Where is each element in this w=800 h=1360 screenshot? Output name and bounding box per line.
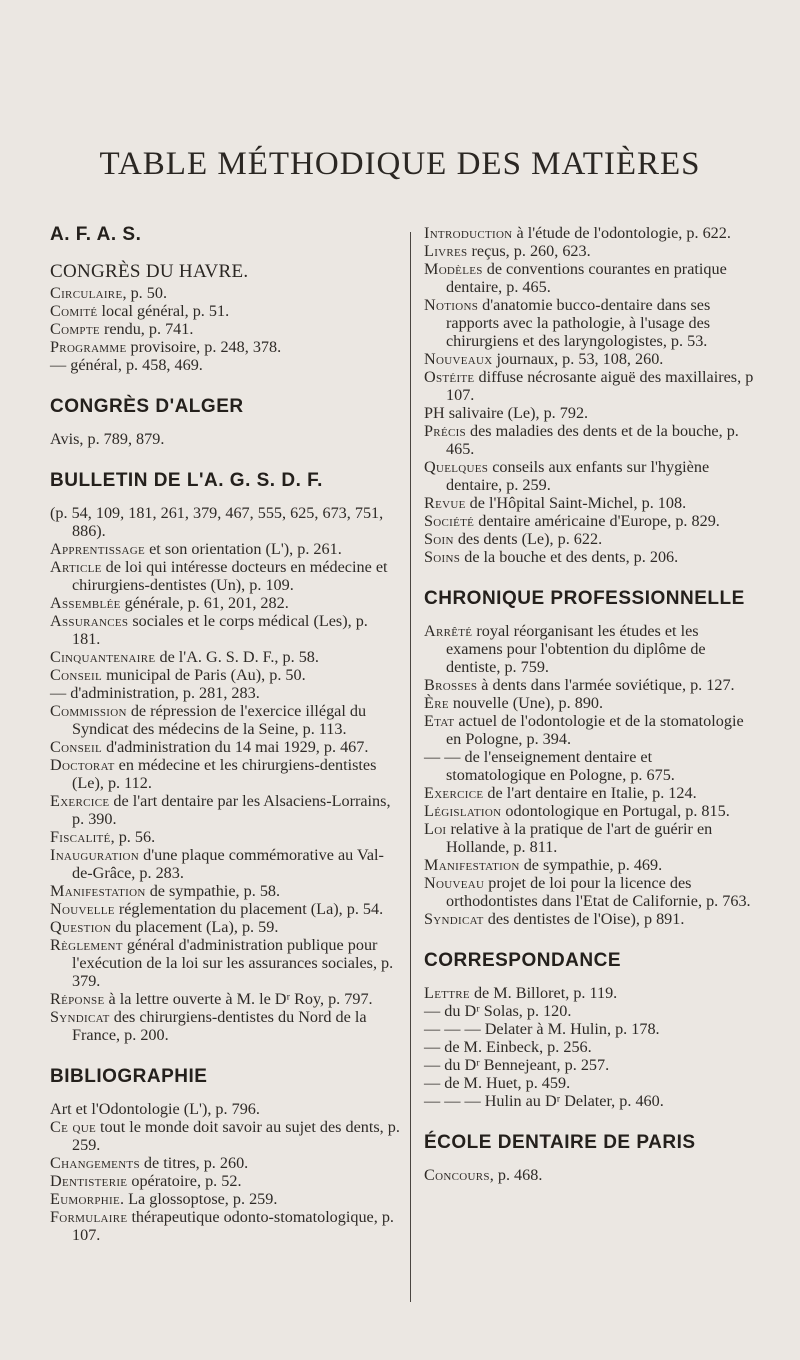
entry-keyword: Cinquantenaire	[50, 648, 156, 666]
column-divider	[410, 232, 411, 1302]
entry-text: — — — Delater à M. Hulin, p. 178.	[424, 1020, 660, 1038]
index-entry	[424, 712, 754, 748]
index-entry	[424, 548, 754, 566]
entry-keyword: Livres	[424, 242, 468, 260]
entry-keyword: Manifestation	[424, 856, 520, 874]
section-heading-correspondance: CORRESPONDANCE	[424, 950, 622, 971]
entry-text: de répression de l'exercice illégal du Syndicat des médecins de la Seine, p. 113.	[72, 702, 367, 738]
entry-text: tout le monde doit savoir au sujet des dents, p. 259.	[72, 1118, 400, 1154]
entry-keyword: Syndicat	[424, 910, 484, 928]
entry-keyword: Fiscalité	[50, 828, 111, 846]
entry-text: conseils aux enfants sur l'hygiène dentaire, p. 259.	[446, 458, 710, 494]
entry-text: rendu, p. 741.	[99, 320, 194, 338]
entry-keyword: Quelques	[424, 458, 489, 476]
index-entry	[50, 936, 400, 990]
entry-text: d'une plaque commémorative au Val-de-Grâce, p. 283.	[72, 846, 384, 882]
entry-text: , p. 468.	[489, 1166, 543, 1184]
index-entry	[424, 296, 754, 350]
entry-keyword: Doctorat	[50, 756, 115, 774]
entry-text: odontologique en Portugal, p. 815.	[501, 802, 730, 820]
entry-text: de titres, p. 260.	[139, 1154, 249, 1172]
index-entry	[50, 918, 400, 936]
entry-text: Avis, p. 789, 879.	[50, 430, 165, 448]
entry-text: opératoire, p. 52.	[127, 1172, 242, 1190]
entry-keyword: Changements	[50, 1154, 140, 1172]
entry-text: diffuse nécrosante aiguë des maxillaires, p 107.	[446, 368, 754, 404]
index-entry	[50, 792, 400, 828]
entry-text: à la lettre ouverte à M. le Dʳ Roy, p. 797.	[104, 990, 373, 1008]
section-heading-afas: A. F. A. S.	[50, 224, 142, 245]
entry-text: nouvelle (Une), p. 890.	[448, 694, 604, 712]
entry-text: de l'art dentaire en Italie, p. 124.	[483, 784, 697, 802]
index-entry	[424, 748, 754, 784]
entry-keyword: Arrêté	[424, 622, 473, 640]
index-entry	[50, 504, 400, 540]
entry-keyword: Assemblée	[50, 594, 121, 612]
index-entry	[424, 422, 754, 458]
index-entry	[424, 784, 754, 802]
entry-text: de conventions courantes en pratique dentaire, p. 465.	[446, 260, 727, 296]
entry-text: réglementation du placement (La), p. 54.	[114, 900, 384, 918]
index-entry	[424, 404, 754, 422]
index-entry	[50, 612, 400, 648]
index-entry	[50, 594, 400, 612]
index-entry	[424, 1074, 754, 1092]
entry-text: — général, p. 458, 469.	[50, 356, 203, 374]
entry-text: local général, p. 51.	[97, 302, 230, 320]
entry-keyword: Assurances	[50, 612, 129, 630]
right-column	[424, 224, 754, 1184]
entry-keyword: Soin	[424, 530, 454, 548]
entry-keyword: Brosses	[424, 676, 478, 694]
index-entry	[424, 984, 754, 1002]
entry-text: — — — Hulin au Dʳ Delater, p. 460.	[424, 1092, 664, 1110]
entry-keyword: Dentisterie	[50, 1172, 128, 1190]
entry-keyword: Société	[424, 512, 475, 530]
index-entry	[50, 684, 400, 702]
entry-keyword: Manifestation	[50, 882, 146, 900]
entry-text: reçus, p. 260, 623.	[467, 242, 591, 260]
index-entry	[424, 1038, 754, 1056]
index-entry	[424, 350, 754, 368]
entry-keyword: Commission	[50, 702, 127, 720]
entry-keyword: Modèles	[424, 260, 483, 278]
entry-text: d'administration du 14 mai 1929, p. 467.	[102, 738, 369, 756]
index-entry	[50, 900, 400, 918]
entries-bibliographie	[50, 1100, 400, 1244]
entry-text: des dents (Le), p. 622.	[453, 530, 603, 548]
entries-chronique	[424, 622, 754, 928]
section-subheading-congres-havre: CONGRÈS DU HAVRE.	[50, 261, 249, 282]
entry-text: , p. 56.	[110, 828, 156, 846]
entry-text: général d'administration publique pour l'exécution de la loi sur les assurances sociales, p. 379.	[72, 936, 394, 990]
index-entry	[50, 1172, 400, 1190]
entry-text: journaux, p. 53, 108, 260.	[492, 350, 664, 368]
index-entry	[50, 1208, 400, 1244]
entry-text: de M. Billoret, p. 119.	[469, 984, 618, 1002]
index-entry	[50, 648, 400, 666]
entry-text: à dents dans l'armée soviétique, p. 127.	[477, 676, 735, 694]
entry-text: municipal de Paris (Au), p. 50.	[102, 666, 306, 684]
entry-text: et son orientation (L'), p. 261.	[145, 540, 342, 558]
entry-keyword: Eumorphie	[50, 1190, 121, 1208]
entry-keyword: Exercice	[50, 792, 110, 810]
index-entry	[424, 694, 754, 712]
entry-keyword: Apprentissage	[50, 540, 146, 558]
section-heading-bibliographie: BIBLIOGRAPHIE	[50, 1066, 208, 1087]
entry-text: de sympathie, p. 58.	[145, 882, 281, 900]
index-entry	[50, 756, 400, 792]
entry-text: — — de l'enseignement dentaire et stomatologique en Pologne, p. 675.	[424, 748, 675, 784]
index-entry	[424, 910, 754, 928]
index-entry	[424, 512, 754, 530]
index-entry	[424, 242, 754, 260]
entry-keyword: Introduction	[424, 224, 513, 242]
index-entry	[424, 494, 754, 512]
entry-keyword: Formulaire	[50, 1208, 128, 1226]
index-entry	[424, 622, 754, 676]
entry-text: projet de loi pour la licence des orthodontistes dans l'Etat de Californie, p. 763.	[446, 874, 751, 910]
index-entry	[50, 540, 400, 558]
section-heading-ecole-dentaire: ÉCOLE DENTAIRE DE PARIS	[424, 1132, 696, 1153]
entry-keyword: Nouveaux	[424, 350, 493, 368]
entry-text: du placement (La), p. 59.	[111, 918, 279, 936]
index-entry	[424, 224, 754, 242]
index-entry	[424, 820, 754, 856]
entry-text: — d'administration, p. 281, 283.	[50, 684, 260, 702]
index-entry	[424, 874, 754, 910]
entry-text: — de M. Huet, p. 459.	[424, 1074, 571, 1092]
index-entry	[424, 260, 754, 296]
entry-text: des chirurgiens-dentistes du Nord de la France, p. 200.	[72, 1008, 367, 1044]
section-heading-chronique: CHRONIQUE PROFESSIONNELLE	[424, 588, 745, 609]
index-entry	[50, 558, 400, 594]
entries-bibliographie-continued	[424, 224, 754, 566]
entry-keyword: Législation	[424, 802, 502, 820]
entries-ecole-dentaire	[424, 1166, 754, 1184]
entry-text: sociales et le corps médical (Les), p. 181.	[72, 612, 368, 648]
index-entry	[424, 856, 754, 874]
entry-text: (p. 54, 109, 181, 261, 379, 467, 555, 625, 673, 751, 886).	[50, 504, 384, 540]
entries-bulletin	[50, 504, 400, 1044]
entry-text: — du Dʳ Bennejeant, p. 257.	[424, 1056, 610, 1074]
entry-keyword: Compte	[50, 320, 100, 338]
section-heading-bulletin: BULLETIN DE L'A. G. S. D. F.	[50, 470, 323, 491]
index-entry	[424, 1020, 754, 1038]
entry-text: à l'étude de l'odontologie, p. 622.	[512, 224, 731, 242]
entry-keyword: Soins	[424, 548, 461, 566]
index-entry	[424, 1166, 754, 1184]
index-entry	[50, 302, 400, 320]
entry-keyword: Nouveau	[424, 874, 485, 892]
entry-keyword: Etat	[424, 712, 455, 730]
index-entry	[50, 1100, 400, 1118]
entry-keyword: Loi	[424, 820, 447, 838]
left-column	[50, 224, 400, 1244]
entry-keyword: Inauguration	[50, 846, 140, 864]
entry-text: générale, p. 61, 201, 282.	[120, 594, 289, 612]
index-entry	[50, 738, 400, 756]
entry-text: provisoire, p. 248, 378.	[126, 338, 282, 356]
entry-keyword: Conseil	[50, 738, 103, 756]
index-entry	[50, 1118, 400, 1154]
index-entry	[50, 356, 400, 374]
entry-keyword: Précis	[424, 422, 466, 440]
index-entry	[424, 1056, 754, 1074]
index-entry	[424, 368, 754, 404]
entry-text: dentaire américaine d'Europe, p. 829.	[474, 512, 720, 530]
index-entry	[50, 430, 400, 448]
index-entry	[50, 1190, 400, 1208]
entry-keyword: Conseil	[50, 666, 103, 684]
entry-text: Art et l'Odontologie (L'), p. 796.	[50, 1100, 260, 1118]
index-entry	[50, 1154, 400, 1172]
entry-keyword: Revue	[424, 494, 466, 512]
entry-keyword: Exercice	[424, 784, 484, 802]
entry-text: royal réorganisant les études et les examens pour l'obtention du diplôme de dentiste, p. 759.	[446, 622, 706, 676]
entry-text: — du Dʳ Solas, p. 120.	[424, 1002, 572, 1020]
index-entry	[424, 1002, 754, 1020]
index-entry	[50, 320, 400, 338]
entry-text: des maladies des dents et de la bouche, p. 465.	[446, 422, 739, 458]
index-entry	[50, 338, 400, 356]
index-entry	[50, 828, 400, 846]
entry-keyword: Ce que	[50, 1118, 96, 1136]
entry-keyword: Ostéite	[424, 368, 475, 386]
entry-text: , p. 50.	[122, 284, 167, 302]
entry-text: de loi qui intéresse docteurs en médecine et chirurgiens-dentistes (Un), p. 109.	[72, 558, 388, 594]
index-entry	[50, 990, 400, 1008]
entry-text: — de M. Einbeck, p. 256.	[424, 1038, 592, 1056]
entry-keyword: Concours	[424, 1166, 490, 1184]
entries-afas	[50, 284, 400, 374]
entry-text: de la bouche et des dents, p. 206.	[460, 548, 679, 566]
index-entry	[424, 802, 754, 820]
index-entry	[50, 846, 400, 882]
page-title: TABLE MÉTHODIQUE DES MATIÈRES	[99, 146, 701, 182]
entry-keyword: Syndicat	[50, 1008, 110, 1026]
entry-text: thérapeutique odonto-stomatologique, p. 107.	[72, 1208, 394, 1244]
entry-keyword: Notions	[424, 296, 479, 314]
entry-text: de l'A. G. S. D. F., p. 58.	[155, 648, 319, 666]
entry-text: d'anatomie bucco-dentaire dans ses rapports avec la pathologie, à l'usage des chirurgiens et des laryngologistes, p. 53.	[446, 296, 711, 350]
entry-keyword: Règlement	[50, 936, 123, 954]
entries-correspondance	[424, 984, 754, 1110]
entry-keyword: Nouvelle	[50, 900, 115, 918]
section-heading-congres-alger: CONGRÈS D'ALGER	[50, 396, 244, 417]
entry-keyword: Question	[50, 918, 112, 936]
entry-text: de l'Hôpital Saint-Michel, p. 108.	[465, 494, 687, 512]
entry-text: de l'art dentaire par les Alsaciens-Lorrains, p. 390.	[72, 792, 391, 828]
entry-keyword: Article	[50, 558, 102, 576]
index-entry	[50, 702, 400, 738]
entry-text: PH salivaire (Le), p. 792.	[424, 404, 589, 422]
index-entry	[50, 666, 400, 684]
entry-text: actuel de l'odontologie et de la stomatologie en Pologne, p. 394.	[446, 712, 744, 748]
entry-text: relative à la pratique de l'art de guérir en Hollande, p. 811.	[446, 820, 713, 856]
entry-text: . La glossoptose, p. 259.	[120, 1190, 278, 1208]
index-entry	[424, 1092, 754, 1110]
entry-keyword: Ère	[424, 694, 449, 712]
index-entry	[50, 284, 400, 302]
entry-keyword: Comité	[50, 302, 98, 320]
index-entry	[50, 882, 400, 900]
entry-text: de sympathie, p. 469.	[519, 856, 663, 874]
entry-keyword: Circulaire	[50, 284, 123, 302]
index-entry	[424, 676, 754, 694]
entry-keyword: Réponse	[50, 990, 105, 1008]
entry-text: des dentistes de l'Oise), p 891.	[483, 910, 685, 928]
entry-keyword: Lettre	[424, 984, 470, 1002]
entry-text: en médecine et les chirurgiens-dentistes (Le), p. 112.	[72, 756, 377, 792]
index-entry	[424, 530, 754, 548]
index-entry	[50, 1008, 400, 1044]
entries-congres-alger	[50, 430, 400, 448]
index-entry	[424, 458, 754, 494]
entry-keyword: Programme	[50, 338, 127, 356]
